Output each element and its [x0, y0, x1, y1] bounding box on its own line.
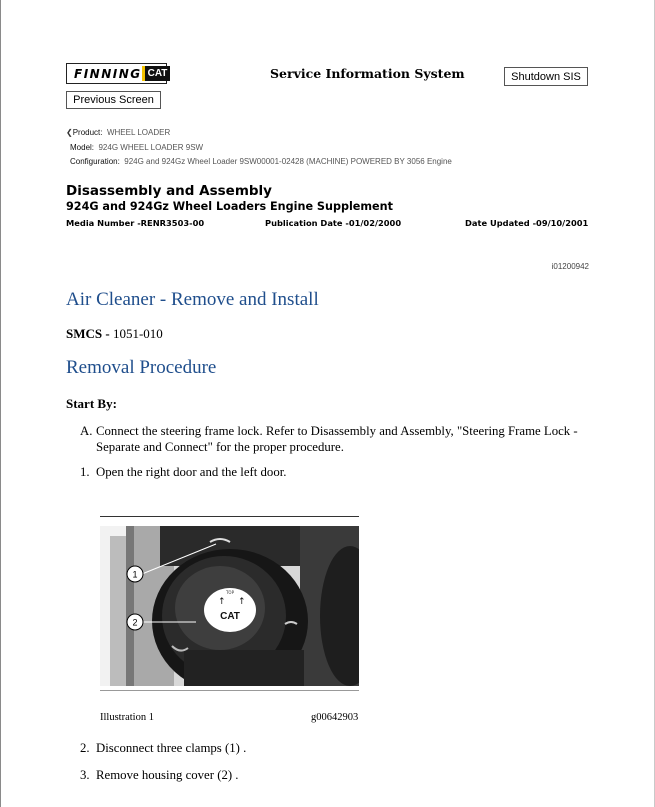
- smcs-value: 1051-010: [112, 326, 163, 341]
- finning-cat-logo: [66, 63, 167, 84]
- procedure-title: Removal Procedure: [66, 357, 217, 378]
- callout-1: 1: [132, 569, 138, 580]
- page-title: Air Cleaner - Remove and Install: [66, 289, 319, 310]
- model-line: [70, 143, 203, 152]
- model-value: 924G WHEEL LOADER 9SW: [98, 143, 204, 152]
- product-line: [66, 128, 170, 137]
- page-border-left: [0, 0, 1, 807]
- step-2-text: Disconnect three clamps (1) .: [96, 741, 247, 755]
- step-3-number: 3.: [80, 768, 90, 782]
- step-a-line-2: Separate and Connect" for the proper procedure.: [96, 440, 344, 454]
- cover-top-text: TOP: [225, 590, 235, 595]
- step-3-text: Remove housing cover (2) .: [96, 768, 239, 782]
- step-2-number: 2.: [80, 741, 90, 755]
- product-key: Product:: [72, 128, 103, 137]
- illustration-graphic-id: g00642903: [311, 712, 359, 723]
- illustration-bottom-rule: [100, 690, 359, 691]
- shutdown-sis-button[interactable]: Shutdown SIS: [504, 67, 588, 86]
- manual-subtitle: 924G and 924Gz Wheel Loaders Engine Supplement: [66, 200, 393, 213]
- configuration-key: Configuration:: [70, 157, 120, 166]
- start-by-label: Start By:: [66, 396, 117, 411]
- back-arrow-icon[interactable]: ❮: [66, 128, 73, 137]
- document-ref-id: i01200942: [551, 262, 589, 271]
- product-value: WHEEL LOADER: [106, 128, 171, 137]
- configuration-value: 924G and 924Gz Wheel Loader 9SW00001-02428 (MACHINE) POWERED BY 3056 Engine: [124, 157, 452, 166]
- logo-text: FINNING: [74, 66, 142, 81]
- section-heading: Disassembly and Assembly: [66, 183, 272, 199]
- smcs-label: SMCS -: [66, 326, 110, 341]
- step-a-number: A.: [80, 424, 93, 438]
- air-cleaner-photo: [100, 526, 359, 686]
- svg-text:↑: ↑: [218, 597, 226, 607]
- step-a-line-1: Connect the steering frame lock. Refer to Disassembly and Assembly, "Steering Frame Lock -: [96, 424, 578, 438]
- previous-screen-button[interactable]: Previous Screen: [66, 91, 161, 109]
- cover-cat-logo: CAT: [220, 611, 240, 622]
- model-key: Model:: [70, 143, 95, 152]
- configuration-line: [70, 157, 452, 166]
- publication-date: Publication Date -01/02/2000: [265, 218, 402, 228]
- callout-2: 2: [132, 617, 138, 628]
- step-1-text: Open the right door and the left door.: [96, 465, 287, 479]
- illustration-top-rule: [100, 516, 359, 517]
- illustration-caption: Illustration 1: [100, 712, 154, 723]
- date-updated: Date Updated -09/10/2001: [465, 218, 589, 228]
- step-1-number: 1.: [80, 465, 90, 479]
- system-title: Service Information System: [270, 66, 465, 81]
- smcs-code: [66, 326, 163, 342]
- media-number: Media Number -RENR3503-00: [66, 218, 205, 228]
- cat-logo-badge: CAT: [142, 66, 171, 81]
- svg-text:↑: ↑: [238, 597, 246, 607]
